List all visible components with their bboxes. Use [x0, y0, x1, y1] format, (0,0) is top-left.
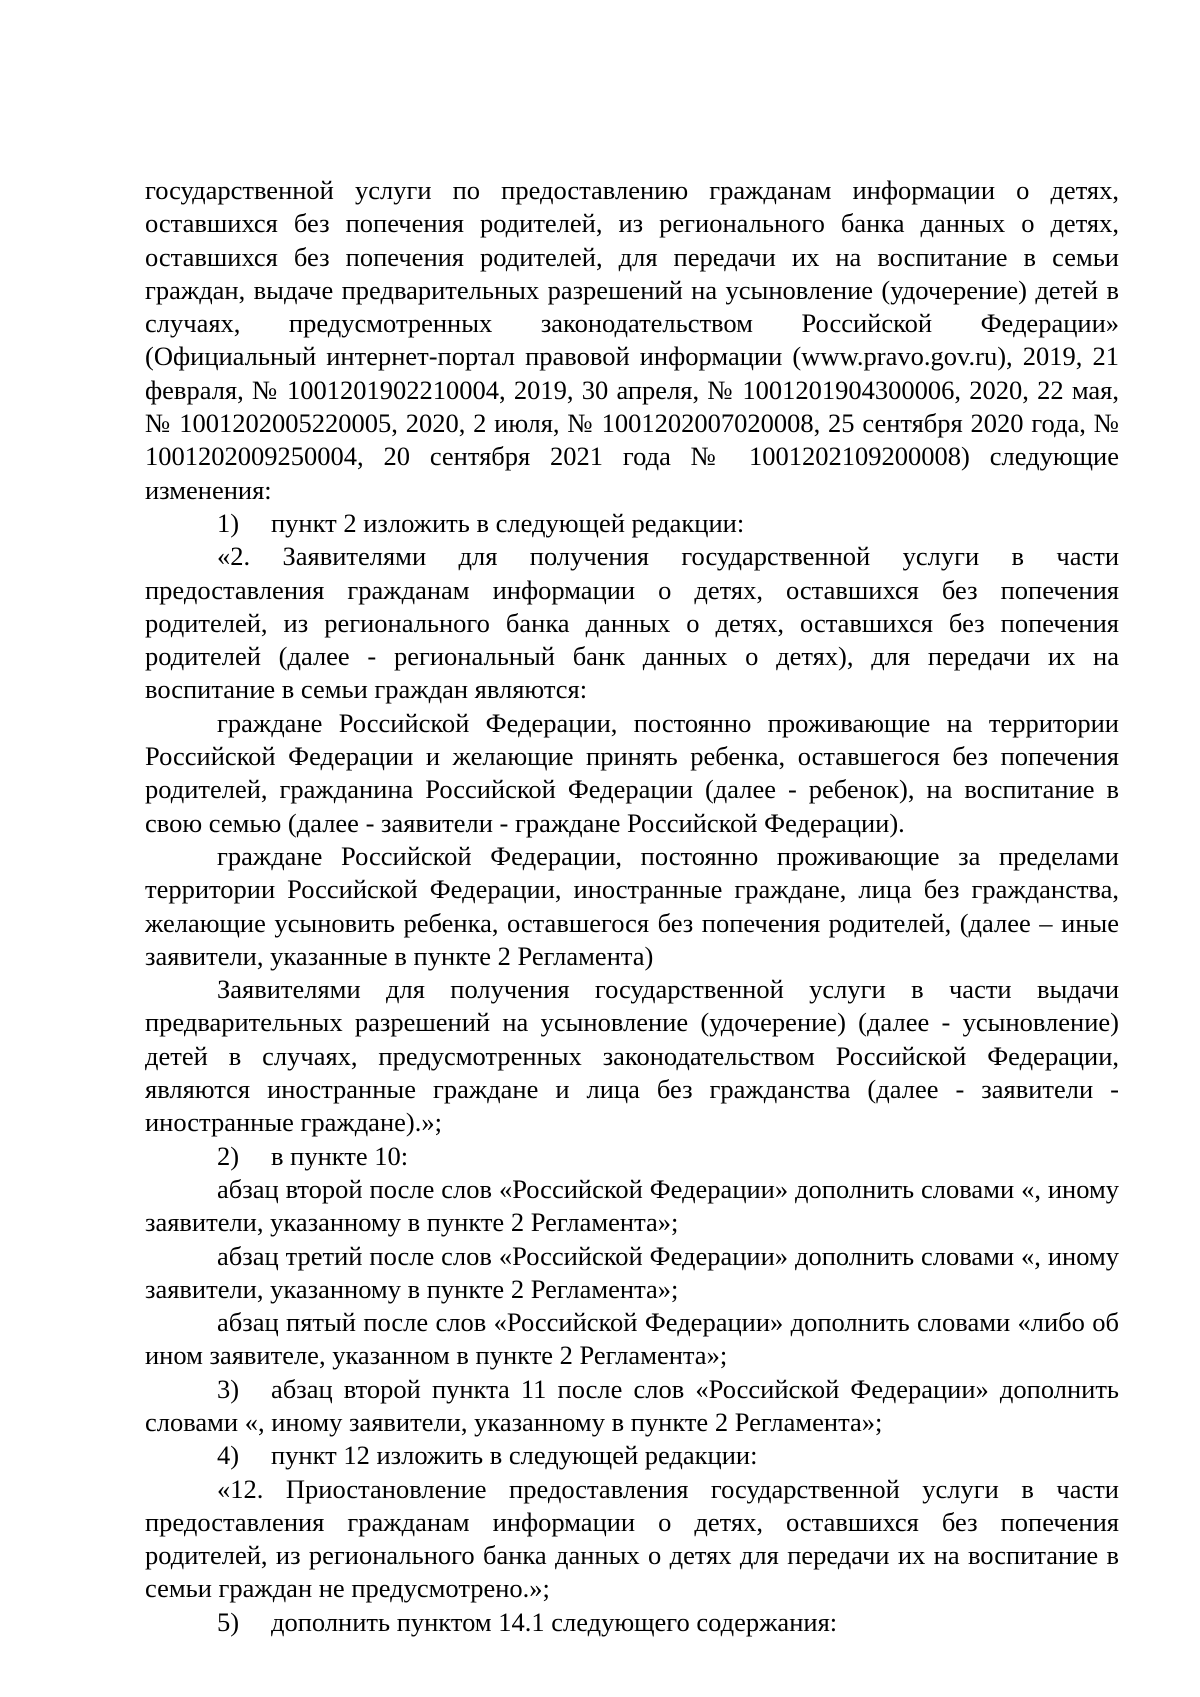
- paragraph-other-applicants: граждане Российской Федерации, постоянно проживающие за пределами территории Российской Федерации, иностранные граждане, лица без гражданства, желающие усыновить ребенка, оставшегося без попечения родителей, (далее – иные заявители, указанные в пункте 2 Регламента): [145, 840, 1119, 971]
- list-item-2: [145, 1140, 1119, 1173]
- list-item-number: 5): [217, 1606, 240, 1637]
- list-item-number: 4): [217, 1440, 240, 1471]
- paragraph-point-12: «12. Приостановление предоставления государственной услуги в части предоставления гражданам информации о детях, оставшихся без попечения родителей, из регионального банка данных о детях для передачи их на воспитание в семьи граждан не предусмотрено.»;: [145, 1473, 1119, 1604]
- list-item-4: [145, 1439, 1119, 1472]
- list-item-number: 3): [217, 1373, 240, 1404]
- paragraph-applicants-rf: граждане Российской Федерации, постоянно проживающие на территории Российской Федерации и желающие принять ребенка, оставшегося без попечения родителей, гражданина Российской Федерации (далее - ребенок), на воспитание в свою семью (далее - заявители - граждане Российской Федерации).: [145, 707, 1119, 838]
- paragraph-point-2-intro: «2. Заявителями для получения государственной услуги в части предоставления гражданам информации о детях, оставшихся без попечения родителей, из регионального банка данных о детях, оставшихся без попечения родителей (далее - региональный банк данных о детях), для передачи их на воспитание в семьи граждан являются:: [145, 541, 1119, 705]
- list-item-number: 1): [217, 507, 240, 538]
- list-item-5: [145, 1606, 1119, 1639]
- list-item-number: 2): [217, 1140, 240, 1171]
- paragraph-point-10-abzac-3: абзац третий после слов «Российской Федерации» дополнить словами «, иному заявители, указанному в пункте 2 Регламента»;: [145, 1240, 1119, 1304]
- list-item-text: дополнить пунктом 14.1 следующего содержания:: [271, 1606, 838, 1637]
- paragraph-point-10-abzac-5: абзац пятый после слов «Российской Федерации» дополнить словами «либо об ином заявителе, указанном в пункте 2 Регламента»;: [145, 1307, 1119, 1371]
- document-page: [145, 174, 1119, 1639]
- paragraph-point-10-abzac-2: абзац второй после слов «Российской Федерации» дополнить словами «, иному заявители, указанному в пункте 2 Регламента»;: [145, 1173, 1119, 1238]
- list-item-text: пункт 12 изложить в следующей редакции:: [271, 1440, 758, 1471]
- list-item-text: абзац второй пункта 11 после слов «Российской Федерации» дополнить словами «, иному заявители, указанному в пункте 2 Регламента»;: [145, 1373, 1119, 1437]
- list-item-1: [145, 507, 1119, 540]
- list-item-3: [145, 1373, 1119, 1440]
- list-item-text: пункт 2 изложить в следующей редакции:: [271, 507, 745, 538]
- list-item-text: в пункте 10:: [271, 1140, 409, 1171]
- paragraph-foreign-applicants: Заявителями для получения государственной услуги в части выдачи предварительных разрешений на усыновление (удочерение) (далее - усыновление) детей в случаях, предусмотренных законодательством Российской Федерации, являются иностранные граждане и лица без гражданства (далее - заявители - иностранные граждане).»;: [145, 974, 1119, 1138]
- intro-paragraph: государственной услуги по предоставлению гражданам информации о детях, оставшихся без попечения родителей, из регионального банка данных о детях, оставшихся без попечения родителей, для передачи их на воспитание в семьи граждан, выдаче предварительных разрешений на усыновление (удочерение) детей в случаях, предусмотренных законодательством Российской Федерации» (Официальный интернет-портал правовой информации (www.pravo.gov.ru), 2019, 21 февраля, № 1001201902210004, 2019, 30 апреля, № 1001201904300006, 2020, 22 мая, № 1001202005220005, 2020, 2 июля, № 1001202007020008, 25 сентября 2020 года, № 1001202009250004, 20 сентября 2021 года № 1001202109200008) следующие изменения:: [145, 175, 1119, 505]
